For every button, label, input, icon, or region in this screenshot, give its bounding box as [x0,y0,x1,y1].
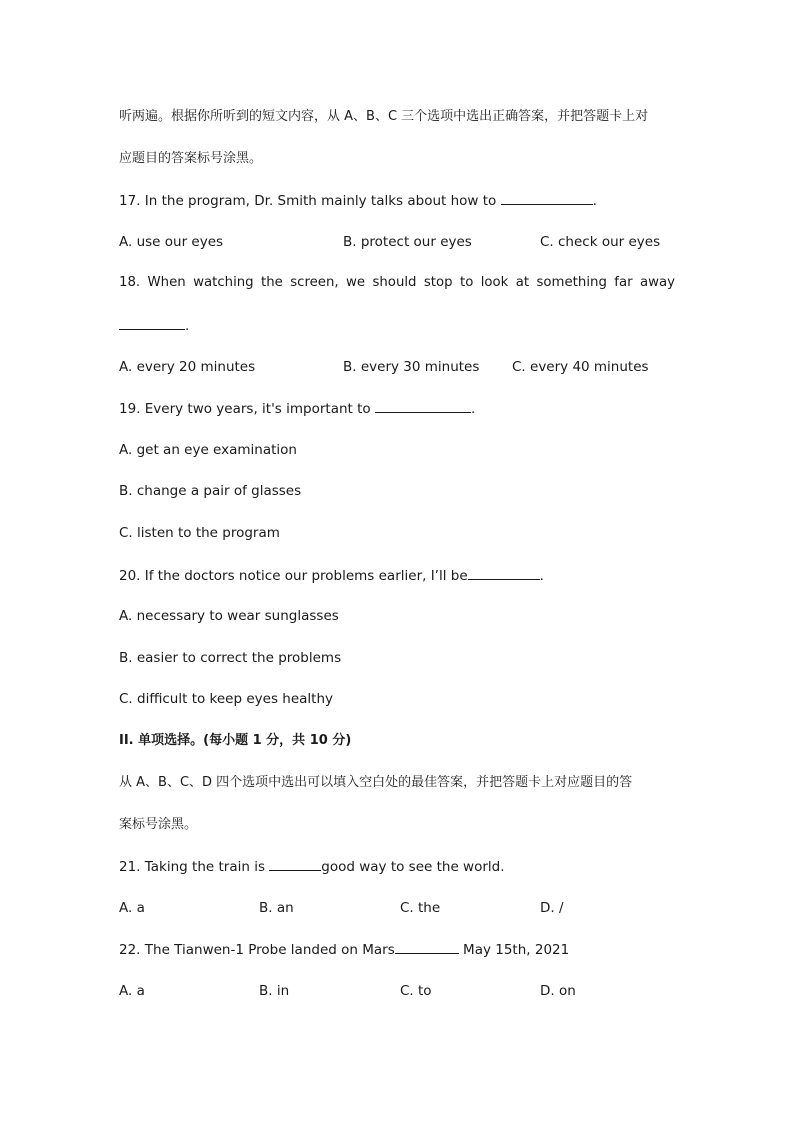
question-18-end: . [185,318,190,334]
question-17-end: . [592,193,597,209]
answer-blank [269,857,321,871]
q18-option-b: B. every 30 minutes [343,359,480,375]
q17-option-a: A. use our eyes [119,234,224,250]
q20-option-c: C. difficult to keep eyes healthy [119,691,333,707]
q17-option-b: B. protect our eyes [343,234,472,250]
section-2-instruction-2: 案标号涂黑。 [119,817,198,832]
question-17 [119,191,597,210]
question-20-stem: 20. If the doctors notice our problems earlier, I’ll be [119,568,468,584]
question-20 [119,566,544,585]
question-19-end: . [470,401,476,417]
q21-option-b: B. an [259,900,294,916]
answer-blank [468,566,540,580]
question-20-end: . [539,568,544,584]
answer-blank [375,399,471,413]
question-19-stem: 19. Every two years, it's important to [119,401,371,417]
question-22 [119,940,569,959]
q18-option-a: A. every 20 minutes [119,359,256,375]
question-22-stem-after: May 15th, 2021 [463,942,570,958]
question-18-stem: 18. When watching the screen, we should stop to look at something far away [119,275,675,290]
q19-option-b: B. change a pair of glasses [119,483,302,499]
q22-option-a: A. a [119,983,145,999]
answer-blank [395,940,459,954]
q21-option-c: C. the [400,900,441,916]
question-21-stem-before: 21. Taking the train is [119,859,265,875]
q19-option-a: A. get an eye examination [119,442,297,458]
q20-option-b: B. easier to correct the problems [119,650,342,666]
q19-option-c: C. listen to the program [119,525,280,541]
intro-line-1: 听两遍。根据你所听到的短文内容，从 A、B、C 三个选项中选出正确答案，并把答题卡上对 [119,109,649,124]
answer-blank [119,316,185,330]
question-21-stem-after: good way to see the world. [321,859,505,875]
question-19 [119,399,475,418]
answer-blank [501,191,593,205]
question-17-stem: 17. In the program, Dr. Smith mainly talks about how to [119,193,497,209]
question-21 [119,857,505,876]
q21-option-a: A. a [119,900,145,916]
section-2-instruction-1: 从 A、B、C、D 四个选项中选出可以填入空白处的最佳答案，并把答题卡上对应题目的答 [119,775,633,790]
q22-option-b: B. in [259,983,290,999]
section-2-heading: II. 单项选择。(每小题 1 分，共 10 分) [119,733,352,748]
q17-option-c: C. check our eyes [540,234,661,250]
q18-option-c: C. every 40 minutes [512,359,649,375]
q22-option-c: C. to [400,983,432,999]
question-18-continuation [119,316,189,335]
question-22-stem-before: 22. The Tianwen-1 Probe landed on Mars [119,942,395,958]
intro-line-2: 应题目的答案标号涂黑。 [119,151,263,166]
q20-option-a: A. necessary to wear sunglasses [119,608,339,624]
q21-option-d: D. / [540,900,564,916]
q22-option-d: D. on [540,983,576,999]
